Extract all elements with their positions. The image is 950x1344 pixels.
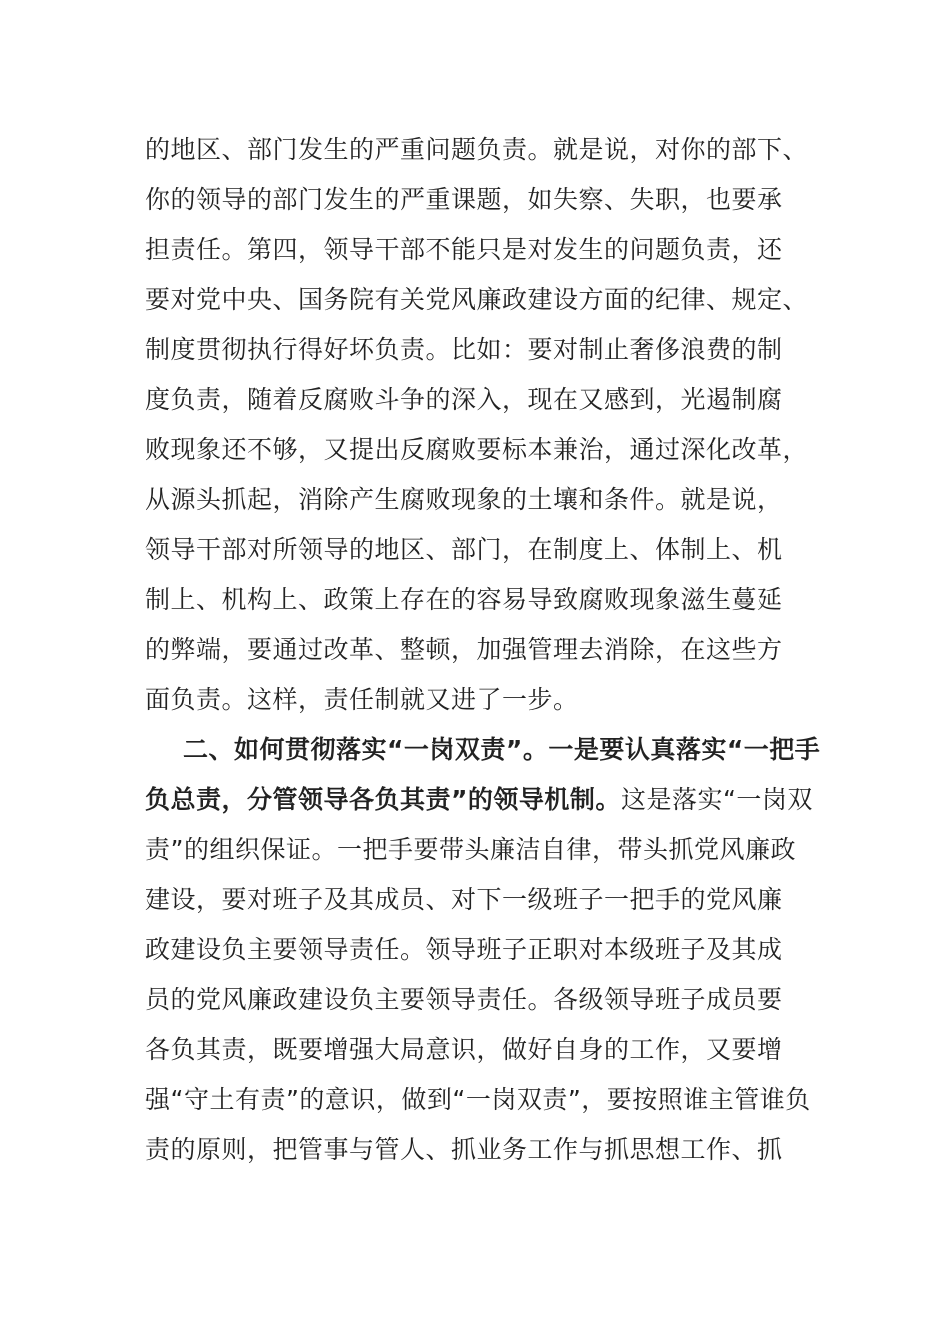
section-bold-lead: 一是要认真落实“一把手 <box>548 735 821 764</box>
paragraph-line: 面负责。这样，责任制就又进了一步。 <box>145 685 579 714</box>
paragraph-line: 从源头抓起，消除产生腐败现象的土壤和条件。就是说， <box>145 485 783 514</box>
paragraph-line: 制上、机构上、政策上存在的容易导致腐败现象滋生蔓延 <box>145 585 783 614</box>
section-bold-lead-cont: 负总责，分管领导各负其责”的领导机制。 <box>145 785 621 814</box>
section-heading: 二、如何贯彻落实“一岗双责”。 <box>183 735 549 764</box>
paragraph-line: 你的领导的部门发生的严重课题，如失察、失职，也要承 <box>145 185 783 214</box>
paragraph-line: 制度贯彻执行得好坏负责。比如：要对制止奢侈浪费的制 <box>145 335 783 364</box>
paragraph-line: 的弊端，要通过改革、整顿，加强管理去消除，在这些方 <box>145 635 783 664</box>
paragraph-line: 要对党中央、国务院有关党风廉政建设方面的纪律、规定、 <box>145 285 809 314</box>
paragraph-line: 败现象还不够，又提出反腐败要标本兼治，通过深化改革， <box>145 435 809 464</box>
paragraph-line: 责”的组织保证。一把手要带头廉洁自律，带头抓党风廉政 <box>145 835 796 864</box>
paragraph-line: 度负责，随着反腐败斗争的深入，现在又感到，光遏制腐 <box>145 385 783 414</box>
paragraph-line: 员的党风廉政建设负主要领导责任。各级领导班子成员要 <box>145 985 783 1014</box>
section-text: 这是落实“一岗双 <box>620 785 813 814</box>
paragraph-line: 政建设负主要领导责任。领导班子正职对本级班子及其成 <box>145 935 783 964</box>
paragraph-line <box>145 775 813 825</box>
paragraph-line: 的地区、部门发生的严重问题负责。就是说，对你的部下、 <box>145 135 809 164</box>
paragraph-line: 强“守土有责”的意识，做到“一岗双责”，要按照谁主管谁负 <box>145 1085 811 1114</box>
paragraph-line: 各负其责，既要增强大局意识，做好自身的工作，又要增 <box>145 1035 783 1064</box>
paragraph-line: 建设，要对班子及其成员、对下一级班子一把手的党风廉 <box>145 885 783 914</box>
paragraph-line: 领导干部对所领导的地区、部门，在制度上、体制上、机 <box>145 535 783 564</box>
paragraph-line: 责的原则，把管事与管人、抓业务工作与抓思想工作、抓 <box>145 1135 783 1164</box>
section-heading-line <box>145 725 821 775</box>
paragraph-line: 担责任。第四，领导干部不能只是对发生的问题负责，还 <box>145 235 783 264</box>
document-body <box>145 125 821 1175</box>
